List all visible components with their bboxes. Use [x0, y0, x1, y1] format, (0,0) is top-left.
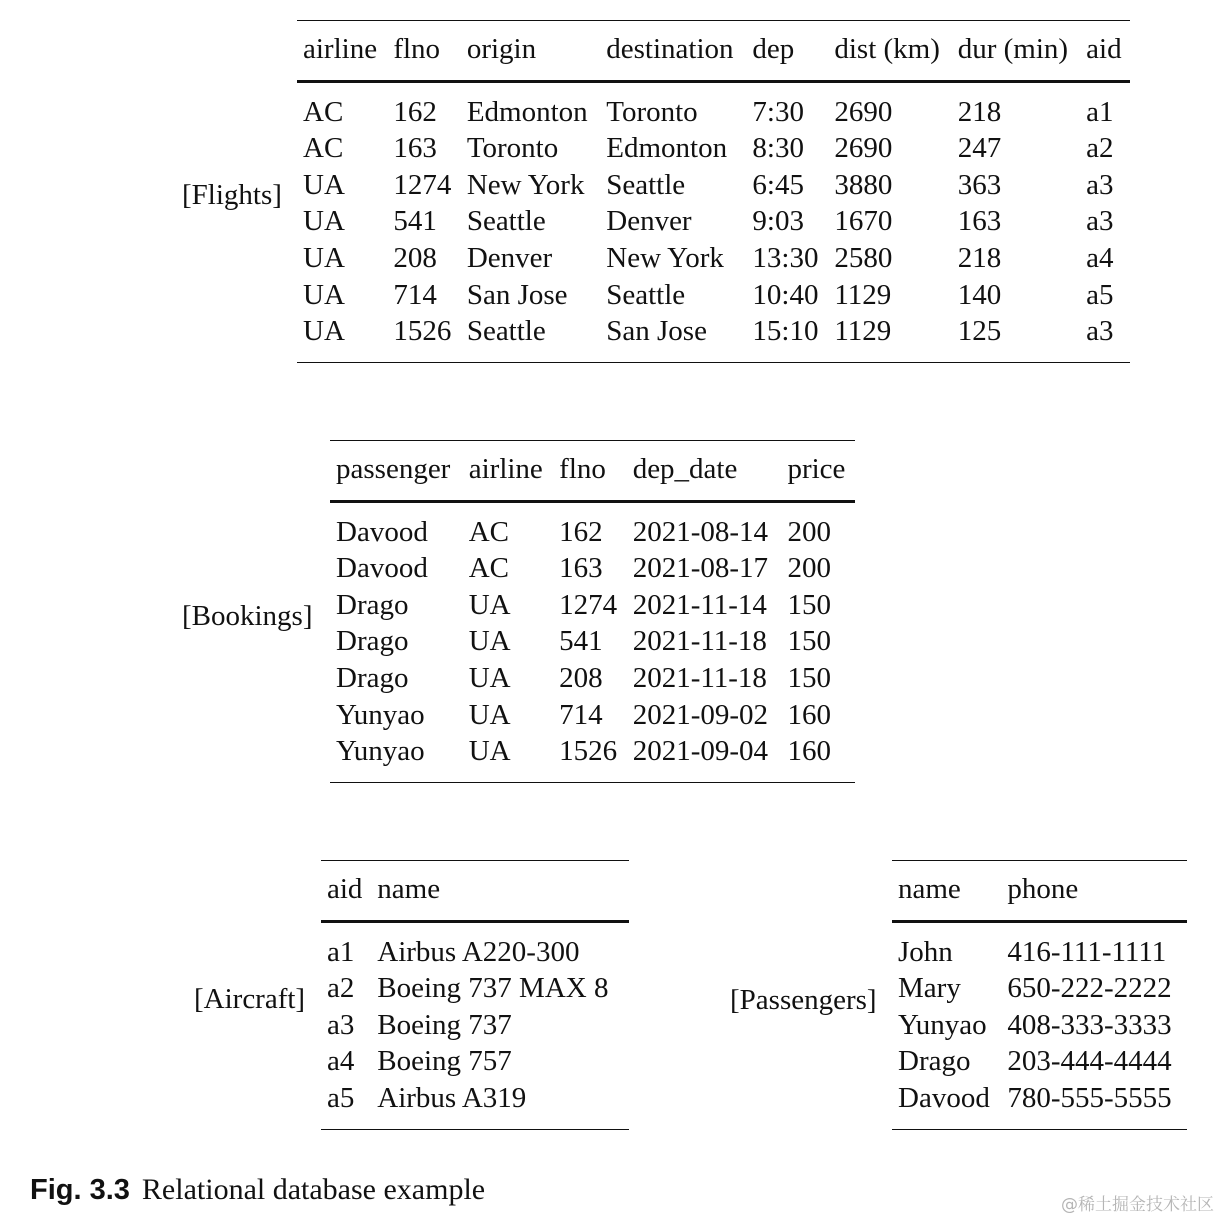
table-cell: 150: [787, 588, 831, 621]
figure-number: Fig. 3.3: [30, 1174, 130, 1206]
table-cell: UA: [468, 661, 511, 694]
table-cell: a2: [1086, 132, 1114, 165]
table-header-row: [321, 861, 629, 922]
table-cell: San Jose: [606, 315, 707, 348]
table-cell: 163: [559, 552, 603, 585]
table-cell: 650-222-2222: [1007, 972, 1172, 1005]
table-cell: 6:45: [752, 168, 804, 201]
table-row: [330, 587, 855, 624]
table-cell: 2021-08-17: [632, 552, 769, 585]
table-cell: Drago: [336, 661, 409, 694]
table-cell: 208: [559, 661, 603, 694]
table-header-row: [892, 861, 1187, 922]
table-cell: Airbus A220-300: [377, 935, 580, 968]
table-cell: UA: [468, 698, 511, 731]
table-cell: a3: [1086, 205, 1114, 238]
table-cell: Yunyao: [336, 735, 425, 768]
table-cell: John: [898, 935, 953, 968]
table-cell: 2021-09-04: [632, 735, 769, 768]
column-header: dur (min): [952, 21, 1080, 82]
table-row: [330, 660, 855, 697]
table-cell: 15:10: [752, 315, 819, 348]
table-row: [330, 550, 855, 587]
table-cell: a3: [327, 1008, 355, 1041]
table-cell: a5: [327, 1081, 355, 1114]
table-cell: Seattle: [466, 205, 546, 238]
column-header: flno: [387, 21, 460, 82]
table-row: [297, 130, 1130, 167]
bookings-table: [330, 440, 855, 783]
table-cell: 2580: [834, 241, 893, 274]
table-row: [330, 623, 855, 660]
table-cell: Boeing 737: [377, 1008, 512, 1041]
table-cell: a3: [1086, 168, 1114, 201]
table-cell: Toronto: [606, 95, 698, 128]
table-header-row: [330, 441, 855, 502]
bookings-table-label: [Bookings]: [182, 600, 313, 632]
table-cell: Drago: [898, 1045, 971, 1078]
table-row: [892, 1080, 1187, 1129]
table-cell: 2021-09-02: [632, 698, 769, 731]
table-cell: 714: [559, 698, 603, 731]
table-cell: AC: [303, 95, 344, 128]
table-row: [892, 1007, 1187, 1044]
table-cell: 714: [393, 278, 437, 311]
table-cell: Yunyao: [898, 1008, 987, 1041]
table-cell: 7:30: [752, 95, 804, 128]
table-cell: 2690: [834, 95, 893, 128]
table-cell: 203-444-4444: [1007, 1045, 1172, 1078]
table-cell: New York: [466, 168, 585, 201]
table-row: [321, 921, 629, 970]
figure-caption-text: Relational database example: [141, 1173, 486, 1206]
column-header: aid: [321, 861, 371, 922]
table-cell: Mary: [898, 972, 961, 1005]
table-row: [321, 1007, 629, 1044]
table-cell: 416-111-1111: [1007, 935, 1167, 968]
table-cell: a3: [1086, 315, 1114, 348]
table-cell: 218: [957, 241, 1002, 274]
table-cell: 160: [787, 698, 831, 731]
table-cell: 408-333-3333: [1007, 1008, 1172, 1041]
table-row: [297, 313, 1130, 362]
column-header: airline: [463, 441, 553, 502]
table-cell: UA: [303, 278, 345, 311]
table-cell: Drago: [336, 588, 409, 621]
table-cell: 3880: [834, 168, 893, 201]
table-cell: UA: [468, 588, 511, 621]
table-cell: Denver: [466, 241, 553, 274]
table-cell: 200: [787, 515, 831, 548]
table-cell: UA: [468, 625, 511, 658]
column-header: destination: [600, 21, 746, 82]
flights-table: [297, 20, 1130, 363]
table-header-row: [297, 21, 1130, 82]
column-header: name: [371, 861, 629, 922]
column-header: name: [892, 861, 1001, 922]
table-cell: 163: [393, 132, 437, 165]
table-cell: 218: [957, 95, 1002, 128]
column-header: passenger: [330, 441, 463, 502]
column-header: phone: [1001, 861, 1187, 922]
table-cell: 2021-11-18: [632, 661, 767, 694]
table-cell: 200: [787, 552, 831, 585]
table-cell: 208: [393, 241, 437, 274]
table-cell: UA: [303, 168, 345, 201]
column-header: price: [781, 441, 855, 502]
table-cell: UA: [303, 315, 345, 348]
table-cell: 8:30: [752, 132, 804, 165]
table-cell: 1129: [834, 315, 892, 348]
table-cell: 541: [393, 205, 437, 238]
table-cell: 2690: [834, 132, 893, 165]
table-row: [321, 1043, 629, 1080]
table-cell: Davood: [336, 515, 428, 548]
aircraft-table: [321, 860, 629, 1130]
table-cell: San Jose: [466, 278, 568, 311]
passengers-table-label: [Passengers]: [730, 984, 877, 1016]
table-row: [297, 167, 1130, 204]
table-cell: 162: [393, 95, 437, 128]
table-cell: a1: [1086, 95, 1114, 128]
table-row: [892, 970, 1187, 1007]
table-cell: 247: [957, 132, 1002, 165]
table-cell: Toronto: [466, 132, 559, 165]
table-cell: UA: [303, 205, 345, 238]
table-cell: 1526: [559, 735, 618, 768]
table-cell: Seattle: [466, 315, 546, 348]
table-cell: Edmonton: [606, 132, 728, 165]
table-cell: 163: [957, 205, 1002, 238]
figure-caption: [30, 1170, 485, 1210]
table-row: [297, 203, 1130, 240]
table-cell: 1670: [834, 205, 893, 238]
table-cell: Yunyao: [336, 698, 425, 731]
aircraft-table-label: [Aircraft]: [194, 983, 306, 1015]
table-cell: 2021-11-18: [632, 625, 767, 658]
table-cell: Edmonton: [466, 95, 588, 128]
table-cell: 541: [559, 625, 603, 658]
table-cell: 150: [787, 661, 831, 694]
table-cell: 125: [957, 315, 1002, 348]
table-cell: a5: [1086, 278, 1114, 311]
table-cell: AC: [303, 132, 344, 165]
table-row: [330, 501, 855, 550]
column-header: dist (km): [828, 21, 951, 82]
table-cell: 140: [957, 278, 1002, 311]
table-row: [330, 697, 855, 734]
table-cell: a1: [327, 935, 355, 968]
table-row: [892, 1043, 1187, 1080]
table-cell: 1526: [393, 315, 452, 348]
table-cell: 162: [559, 515, 603, 548]
table-cell: Denver: [606, 205, 692, 238]
table-cell: AC: [468, 552, 510, 585]
table-cell: Airbus A319: [377, 1081, 527, 1114]
table-cell: Seattle: [606, 278, 686, 311]
table-row: [330, 733, 855, 782]
passengers-table: [892, 860, 1187, 1130]
table-cell: 2021-08-14: [632, 515, 769, 548]
table-cell: Davood: [898, 1081, 990, 1114]
column-header: flno: [553, 441, 627, 502]
table-cell: 150: [787, 625, 831, 658]
table-cell: UA: [468, 735, 511, 768]
table-row: [321, 970, 629, 1007]
table-cell: 1274: [393, 168, 452, 201]
column-header: dep_date: [627, 441, 782, 502]
table-cell: UA: [303, 241, 345, 274]
column-header: airline: [297, 21, 387, 82]
table-cell: a4: [327, 1045, 355, 1078]
table-cell: 10:40: [752, 278, 819, 311]
table-row: [297, 240, 1130, 277]
table-cell: 9:03: [752, 205, 804, 238]
table-row: [297, 81, 1130, 130]
table-cell: New York: [606, 241, 724, 274]
table-cell: Boeing 757: [377, 1045, 512, 1078]
column-header: aid: [1080, 21, 1130, 82]
table-cell: AC: [468, 515, 510, 548]
table-row: [297, 277, 1130, 314]
table-cell: 1274: [559, 588, 618, 621]
table-cell: 160: [787, 735, 831, 768]
table-cell: 363: [957, 168, 1002, 201]
column-header: dep: [746, 21, 828, 82]
table-cell: 2021-11-14: [632, 588, 767, 621]
table-cell: Seattle: [606, 168, 686, 201]
column-header: origin: [461, 21, 600, 82]
table-cell: 13:30: [752, 241, 819, 274]
table-cell: 1129: [834, 278, 892, 311]
table-row: [321, 1080, 629, 1129]
flights-table-label: [Flights]: [182, 179, 282, 211]
table-cell: a2: [327, 972, 355, 1005]
table-cell: Drago: [336, 625, 409, 658]
watermark: @稀土掘金技术社区: [1061, 1195, 1214, 1215]
table-cell: Boeing 737 MAX 8: [377, 972, 609, 1005]
table-cell: 780-555-5555: [1007, 1081, 1172, 1114]
table-row: [892, 921, 1187, 970]
table-cell: a4: [1086, 241, 1114, 274]
table-cell: Davood: [336, 552, 428, 585]
